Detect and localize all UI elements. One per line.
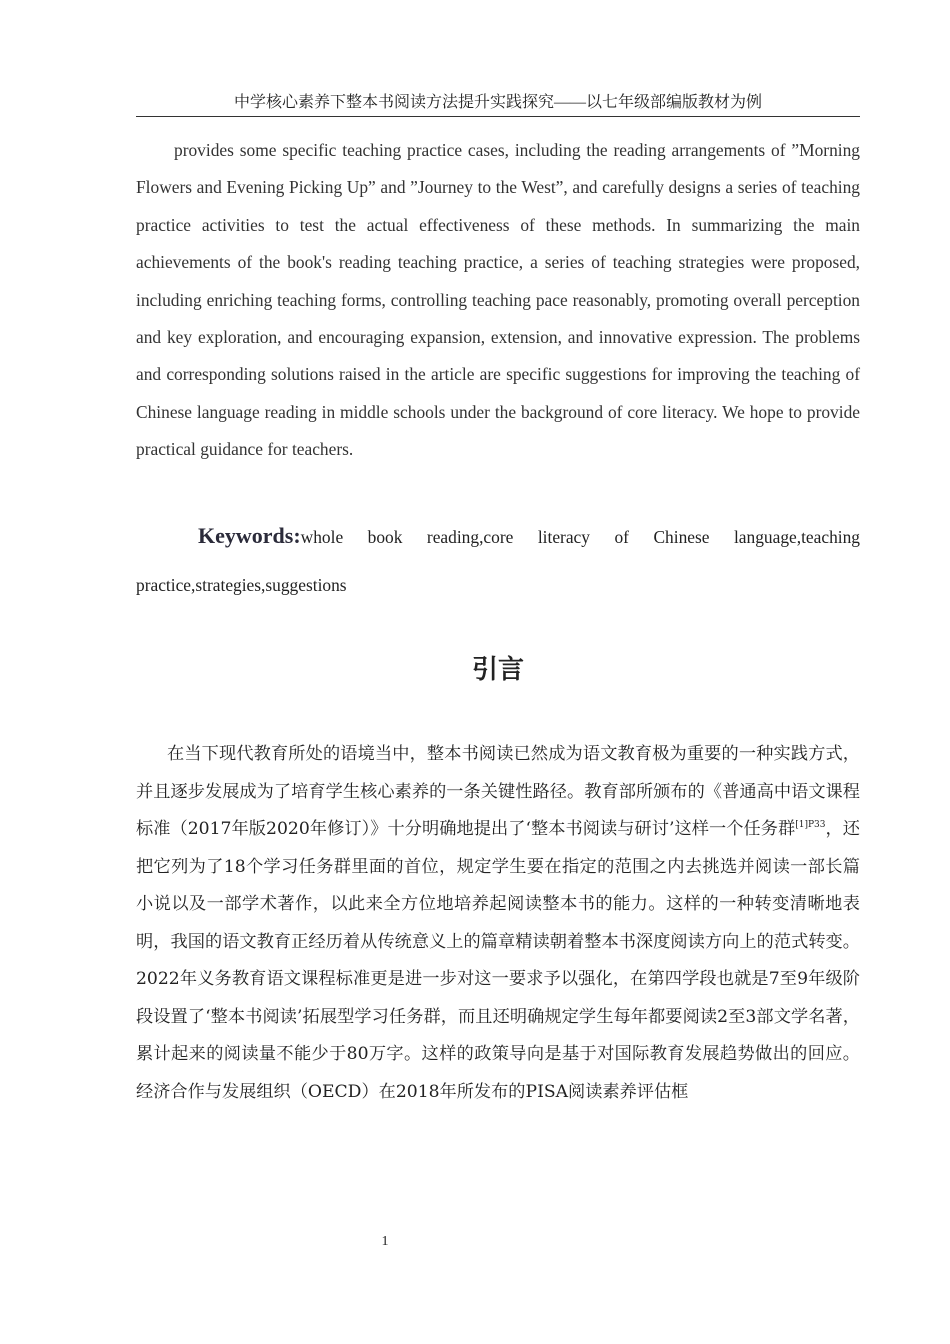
abstract-paragraph: provides some specific teaching practice cases, including the reading arrangements of ”Morning Flowers and Evening Picking Up” and ”Journey to the West”, and carefully designs a series of teaching practice activities to test the actual effectiveness of these methods. In summarizing the main achievements of the book's reading teaching practice, a series of teaching strategies were proposed, including enriching teaching forms, controlling teaching pace reasonably, promoting overall perception and key exploration, and encouraging expansion, extension, and innovative expression. The problems and corresponding solutions raised in the article are specific suggestions for improving the teaching of Chinese language reading in middle schools under the background of core literacy. We hope to provide practical guidance for teachers.: [136, 140, 860, 460]
intro-text-part1: 在当下现代教育所处的语境当中，整本书阅读已然成为语文教育极为重要的一种实践方式，并且逐步发展成为了培育学生核心素养的一条关键性路径。教育部所颁布的《普通高中语文课程标准（2017年版2020年修订）》十分明确地提出了‘整本书阅读与研讨’这样一个任务群: [136, 744, 860, 839]
intro-text-part2: ，还把它列为了18个学习任务群里面的首位，规定学生要在指定的范围之内去挑选并阅读一部长篇小说以及一部学术著作，以此来全方位地培养起阅读整本书的能力。这样的一种转变清晰地表明，我国的语文教育正经历着从传统意义上的篇章精读朝着整本书深度阅读方向上的范式转变。2022年义务教育语文课程标准更是进一步对这一要求予以强化，在第四学段也就是7至9年级阶段设置了‘整本书阅读’拓展型学习任务群，而且还明确规定学生每年都要阅读2至3部文学名著，累计起来的阅读量不能少于80万字。这样的政策导向是基于对国际教育发展趋势做出的回应。经济合作与发展组织（OECD）在2018年所发布的PISA阅读素养评估框: [136, 819, 860, 1102]
page-number: 1: [381, 1234, 389, 1249]
section-title: 引言: [471, 655, 524, 685]
running-header: 中学核心素养下整本书阅读方法提升实践探究——以七年级部编版教材为例: [136, 92, 860, 117]
citation-marker: [1]P33: [795, 820, 826, 830]
keywords-text: whole book reading,core literacy of Chinese language,teaching practice,strategies,suggestions: [136, 527, 860, 595]
keywords-label: Keywords:: [198, 523, 301, 548]
keywords-paragraph: [136, 512, 860, 609]
intro-paragraph: [136, 736, 860, 1111]
